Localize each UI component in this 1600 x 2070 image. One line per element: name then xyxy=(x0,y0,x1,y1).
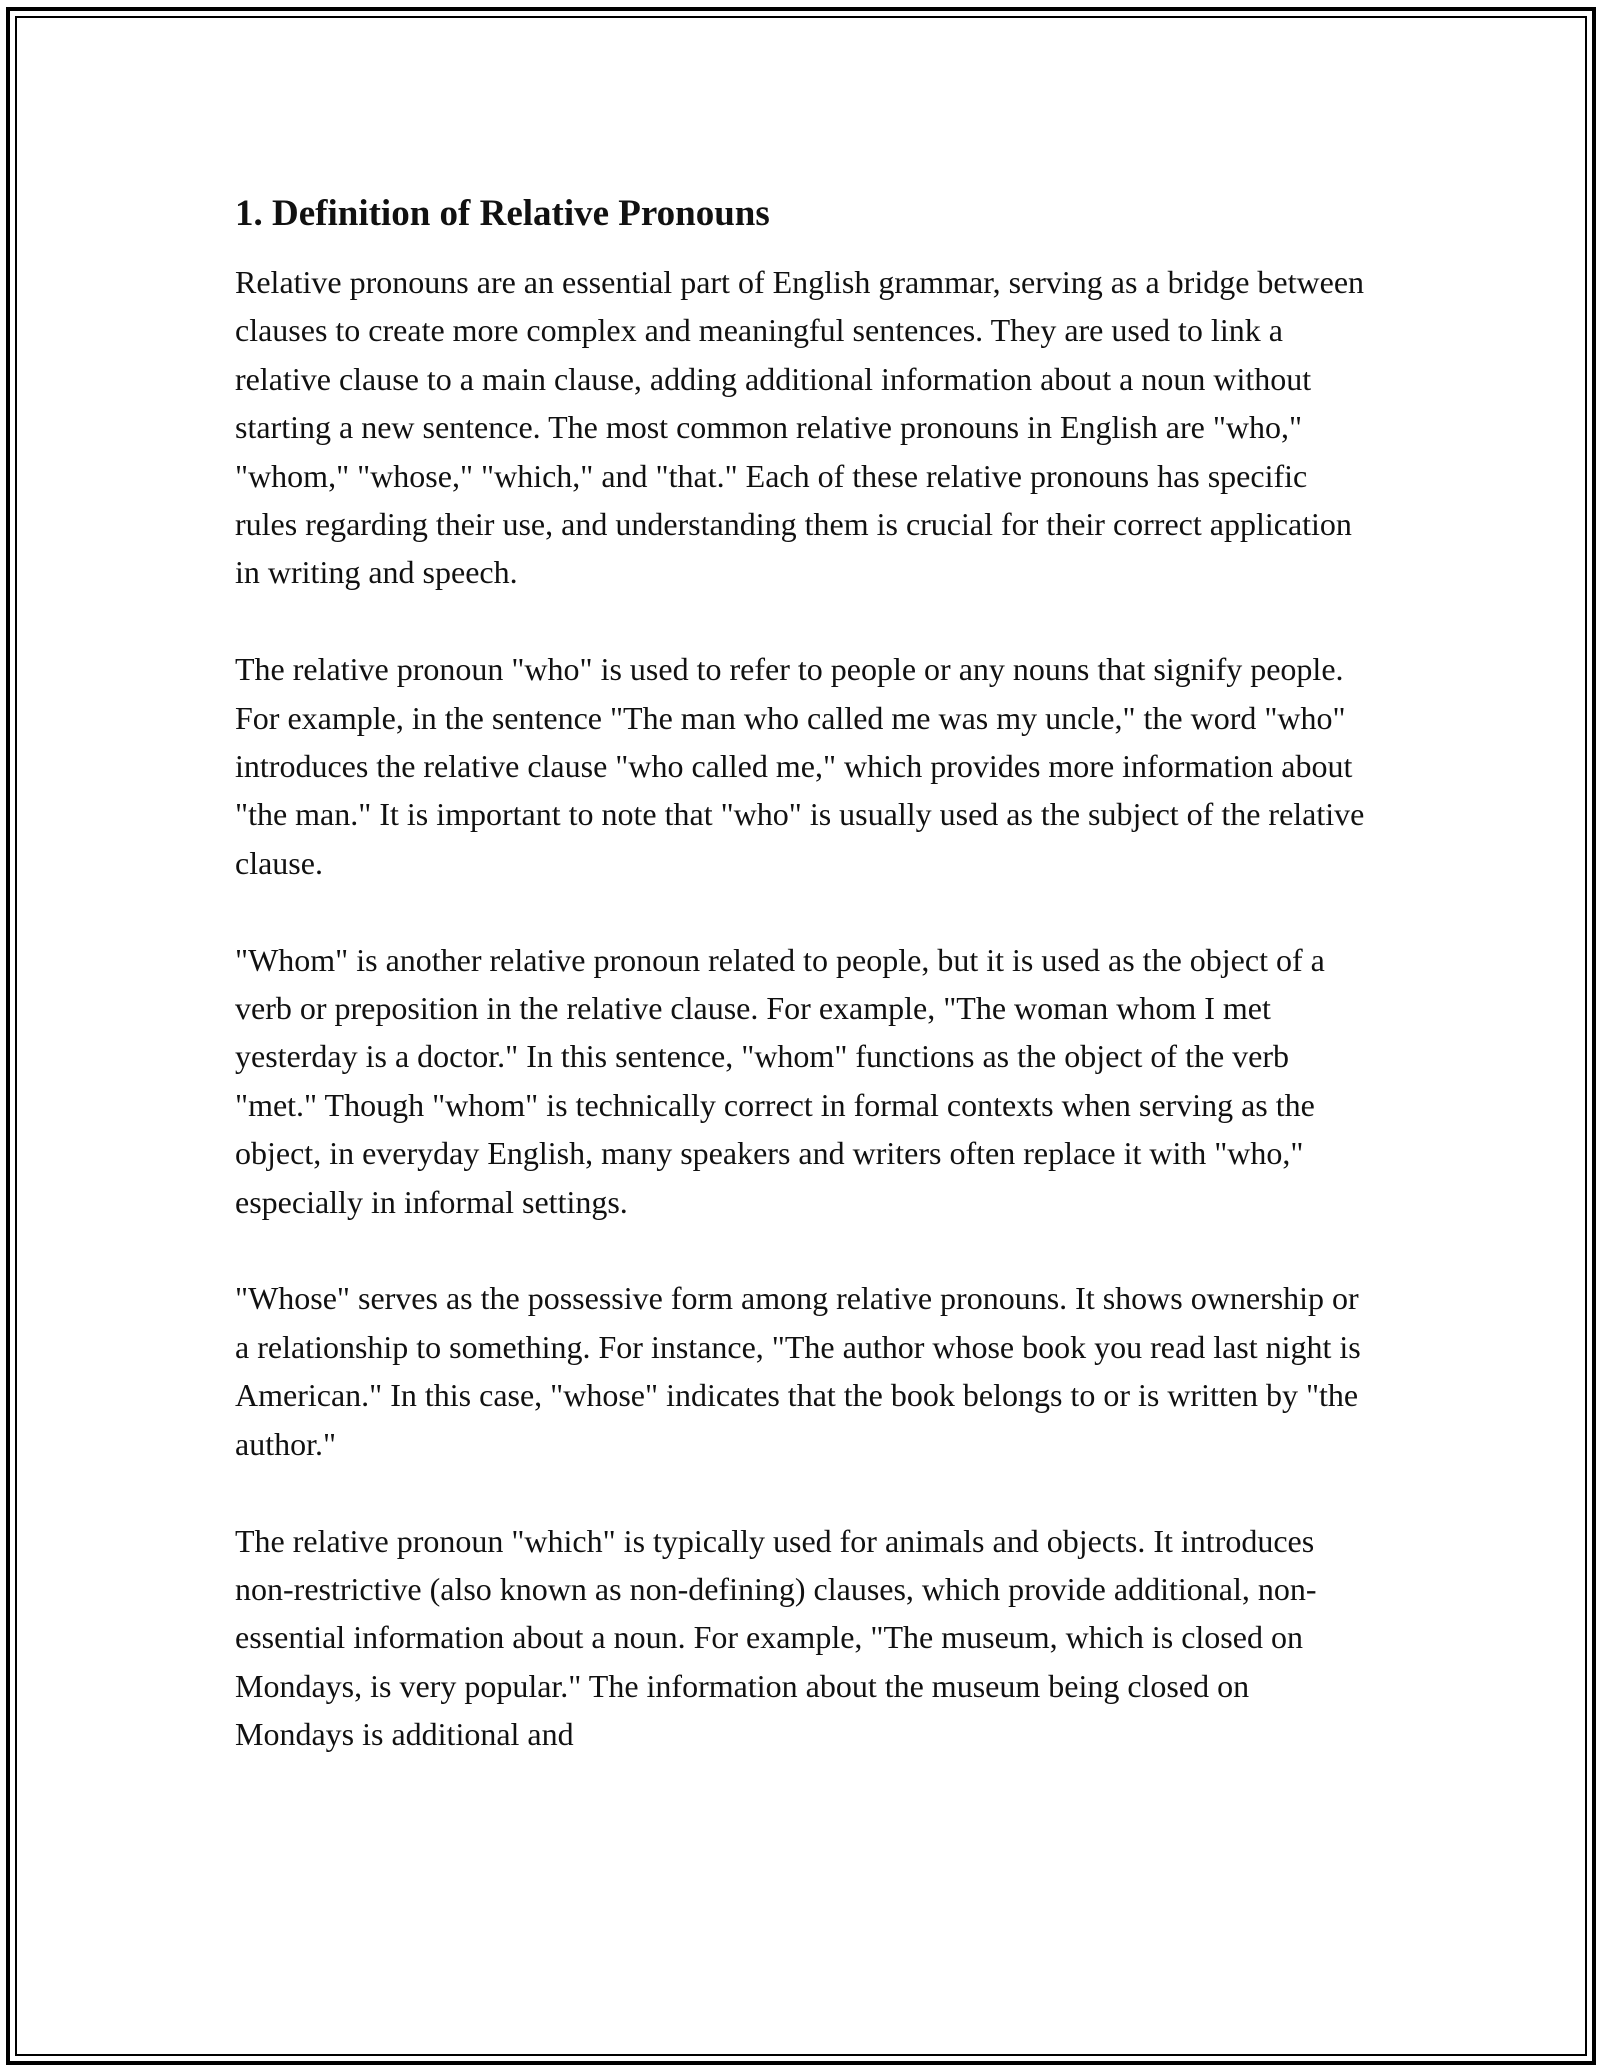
paragraph-whom: "Whom" is another relative pronoun related to people, but it is used as the object of a verb or preposition in the relative clause. For example, "The woman whom I met yesterday is a doctor." In this sentence, "whom" functions as the object of the verb "met." Though "whom" is technically correct in formal contexts when serving as the object, in everyday English, many speakers and writers often replace it with "who," especially in informal settings. xyxy=(235,941,1325,1220)
document-body xyxy=(235,186,1365,1807)
paragraph-who: The relative pronoun "who" is used to refer to people or any nouns that signify people. For example, in the sentence "The man who called me was my uncle," the word "who" introduces the relative clause "who called me," which provides more information about "the man." It is important to note that "who" is usually used as the subject of the relative clause. xyxy=(235,651,1365,881)
paragraph-which: The relative pronoun "which" is typically used for animals and objects. It introduces non-restrictive (also known as non-defining) clauses, which provide additional, non-essential information about a noun. For example, "The museum, which is closed on Mondays, is very popular." The information about the museum being closed on Mondays is additional and xyxy=(235,1522,1317,1753)
paragraph-definition: Relative pronouns are an essential part of English grammar, serving as a bridge between clauses to create more complex and meaningful sentences. They are used to link a relative clause to a main clause, adding additional information about a noun without starting a new sentence. The most common relative pronouns in English are "who," "whom," "whose," "which," and "that." Each of these relative pronouns has specific rules regarding their use, and understanding them is crucial for their correct application in writing and speech. xyxy=(235,264,1365,591)
section-heading: 1. Definition of Relative Pronouns xyxy=(235,193,770,234)
paragraph-whose: "Whose" serves as the possessive form among relative pronouns. It shows ownership or a relationship to something. For instance, "The author whose book you read last night is American." In this case, "whose" indicates that the book belongs to or is written by "the author." xyxy=(235,1280,1361,1462)
